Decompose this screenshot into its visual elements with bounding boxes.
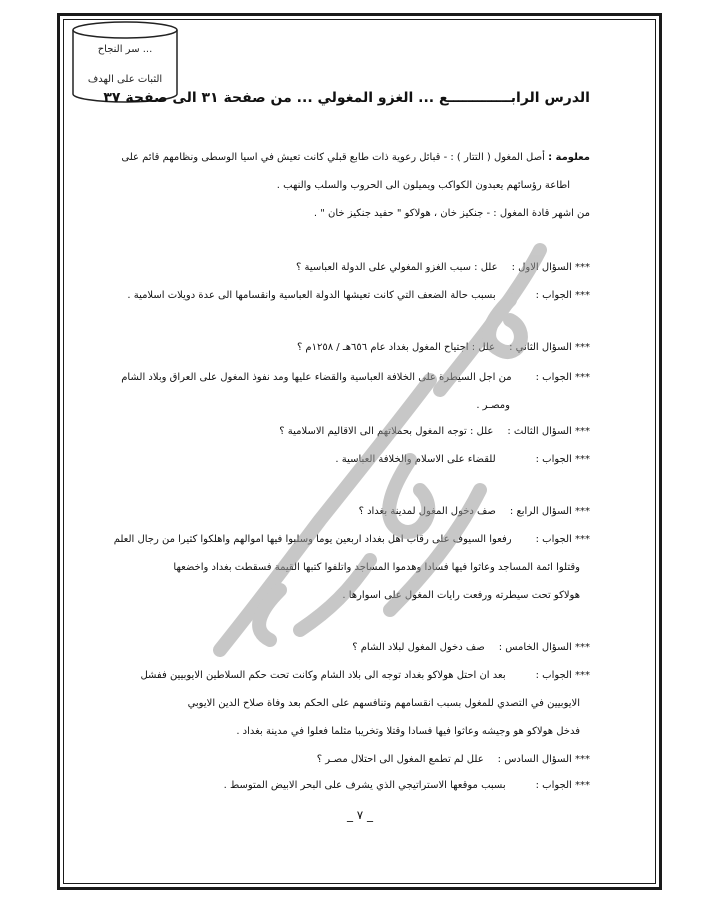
a5-text-1: بعد ان احتل هولاكو بغداد توجه الى بلاد الشام وكانت تحت حكم السلاطين الايوبيين ففشل	[140, 670, 506, 681]
lesson-title: الدرس الرابـــــــــــــع ... الغزو المغولي ... من صفحة ٣١ الى صفحة ٣٧	[103, 90, 590, 106]
q4-label: *** السؤال الرابع :	[509, 506, 590, 517]
a6-label: *** الجواب :	[535, 780, 590, 791]
q3-label: *** السؤال الثالث :	[507, 426, 590, 437]
a6-text: بسبب موقعها الاستراتيجي الذي يشرف على البحر الابيض المتوسط .	[223, 780, 506, 791]
a1-label: *** الجواب :	[535, 290, 590, 301]
q5-label: *** السؤال الخامس :	[498, 642, 590, 653]
q1-text: علل : سبب الغزو المغولي على الدولة العباسية ؟	[296, 262, 498, 273]
q2-label: *** السؤال الثاني :	[509, 342, 590, 353]
q2-text: علل : اجتياح المغول بغداد عام ٦٥٦هـ / ١٢٥٨م ؟	[296, 342, 496, 353]
page-number: _ ٧ _	[346, 808, 374, 822]
info-text-1: أصل المغول ( التتار ) : - قبائل رعوية ذات طابع قبلي كانت تعيش في اسيا الوسطى ونظامهم قائم على	[121, 152, 545, 163]
q3-text: علل : توجه المغول بحملاتهم الى الاقاليم الاسلامية ؟	[279, 426, 494, 437]
answer-6	[120, 780, 590, 791]
q5-text: صف دخول المغول لبلاد الشام ؟	[352, 642, 485, 653]
question-6	[120, 754, 590, 765]
info-label: معلومة :	[548, 152, 590, 163]
a4-label: *** الجواب :	[535, 534, 590, 545]
q4-text: صف دخول المغول لمدينة بغداد ؟	[358, 506, 496, 517]
a1-text: بسبب حالة الضعف التي كانت تعيشها الدولة العباسية وانقسامها الى عدة دويلات اسلامية .	[127, 290, 496, 301]
answer-4-line-3: هولاكو تحت سيطرته ورفعت رايات المغول على اسوارها .	[342, 590, 580, 601]
a5-label: *** الجواب :	[535, 670, 590, 681]
a2-label: *** الجواب :	[535, 372, 590, 383]
info-line-3: من اشهر قادة المغول : - جنكيز خان ، هولاكو " حفيد جنكيز خان " .	[313, 208, 590, 219]
info-line-2: اطاعة رؤسائهم يعبدون الكواكب ويميلون الى الحروب والسلب والنهب .	[276, 180, 570, 191]
q1-label: *** السؤال الاول :	[511, 262, 590, 273]
a2-text-1: من اجل السيطرة على الخلافة العباسية والقضاء عليها ومد نفوذ المغول على العراق وبلاد الشام	[121, 372, 512, 383]
answer-4-line-2: وقتلوا ائمة المساجد وعاثوا فيها فسادا وهدموا المساجد واتلفوا كتبها القيمة فسقطت بغداد واخضعها	[173, 562, 580, 573]
a3-label: *** الجواب :	[535, 454, 590, 465]
info-line-1	[120, 152, 590, 163]
a3-text: للقضاء على الاسلام والخلافة العباسية .	[335, 454, 496, 465]
answer-2-line-2: ومصـر .	[476, 400, 510, 411]
q6-text: علل لم تطمع المغول الى احتلال مصـر ؟	[316, 754, 484, 765]
badge-line-1: سر النجاح ...	[97, 44, 153, 55]
handwritten-watermark	[180, 230, 600, 690]
a4-text-1: رفعوا السيوف على رقاب اهل بغداد اربعين يوما وسلبوا فيها اموالهم واهلكوا كثيرا من رجال العلم	[113, 534, 512, 545]
answer-5-line-2: الايوبيين في التصدي للمغول بسبب انقسامهم وتنافسهم على الحكم بعد وفاة صلاح الدين الايوبي	[187, 698, 580, 709]
answer-5-line-3: فدخل هولاكو هو وجيشه وعاثوا فيها فسادا وقتلا وتخريبا مثلما فعلوا في مدينة بغداد .	[236, 726, 580, 737]
badge-line-2: الثبات على الهدف	[87, 74, 163, 85]
q6-label: *** السؤال السادس :	[497, 754, 590, 765]
